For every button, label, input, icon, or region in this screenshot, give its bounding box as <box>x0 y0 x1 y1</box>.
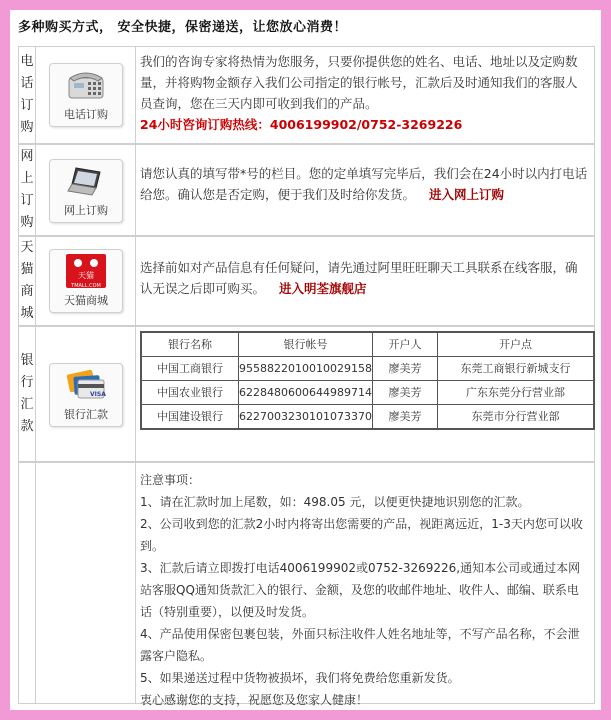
online-order-body <box>136 145 594 235</box>
label-char: 天 <box>20 240 34 255</box>
label-char: 网 <box>20 149 34 164</box>
bank-name-cell: 中国农业银行 <box>141 381 239 405</box>
icon-caption: 天猫商城 <box>64 294 108 307</box>
phone-order-row <box>18 46 595 144</box>
notes-body <box>136 463 594 707</box>
label-char: 上 <box>20 171 34 186</box>
label-char: 话 <box>20 76 34 91</box>
label-char: 城 <box>20 306 34 321</box>
laptop-icon <box>66 164 106 198</box>
content-panel <box>10 10 601 710</box>
bank-name-cell: 中国工商银行 <box>141 357 239 381</box>
notes-label <box>19 463 36 703</box>
online-order-label <box>19 145 36 235</box>
table-row <box>141 381 594 405</box>
table-row <box>141 405 594 430</box>
tmall-text: 选择前如对产品信息有任何疑问，请先通过阿里旺旺聊天工具联系在线客服，确认无误之后即可购买。 <box>140 260 578 296</box>
online-icon-cell <box>35 145 136 235</box>
tmall-label <box>19 237 36 325</box>
notes-icon-cell <box>35 463 136 703</box>
tmall-row <box>18 236 595 326</box>
label-char: 行 <box>20 375 34 390</box>
bank-account-table <box>140 331 595 430</box>
tmall-body <box>136 237 594 325</box>
note-item: 4、产品使用保密包裹包装，外面只标注收件人姓名地址等，不写产品名称，不会泄露客户隐私。 <box>140 627 580 663</box>
bank-cards-icon <box>66 368 106 402</box>
account-number-cell: 6228480600644989714 <box>239 381 373 405</box>
telephone-icon <box>66 68 106 102</box>
tmall-store-link[interactable]: 进入明荃旗舰店 <box>279 281 367 296</box>
note-item: 5、如果递送过程中货物被损坏，我们将免费给您重新发货。 <box>140 671 460 685</box>
phone-order-label <box>19 47 36 143</box>
note-item: 1、请在汇款时加上尾数，如：498.05 元，以便更快捷地识别您的汇款。 <box>140 495 530 509</box>
bank-row <box>18 326 595 462</box>
tmall-logo-url: TMALL.COM <box>71 283 101 289</box>
online-order-link[interactable]: 进入网上订购 <box>429 187 505 202</box>
icon-caption: 银行汇款 <box>64 408 108 421</box>
icon-caption: 网上订购 <box>64 204 108 217</box>
label-char: 订 <box>20 98 34 113</box>
column-header: 开户人 <box>372 332 437 357</box>
label-char: 购 <box>20 120 34 135</box>
label-char: 电 <box>20 54 34 69</box>
account-holder-cell: 廖美芳 <box>372 381 437 405</box>
tmall-icon-button[interactable] <box>49 249 123 313</box>
account-number-cell: 6227003230101073370 <box>239 405 373 430</box>
account-number-cell: 9558822010010029158 <box>239 357 373 381</box>
note-item: 2、公司收到您的汇款2小时内将寄出您需要的产品，视距离远近，1-3天内您可以收到。 <box>140 517 583 553</box>
bank-label <box>19 327 36 461</box>
account-holder-cell: 廖美芳 <box>372 357 437 381</box>
notes-closing: 衷心感谢您的支持，祝愿您及您家人健康！ <box>140 693 369 707</box>
note-item: 3、汇款后请立即拨打电话4006199902或0752-3269226,通知本公司或通过本网站客服QQ通知货款汇入的银行、金额，及您的收邮件地址、收件人、邮编、联系电话（特别重要），以便及时发货。 <box>140 561 581 619</box>
icon-caption: 电话订购 <box>64 108 108 121</box>
bank-icon-cell <box>35 327 136 461</box>
notes-row <box>18 462 595 707</box>
tmall-icon-cell <box>35 237 136 325</box>
page-title: 多种购买方式， 安全快捷，保密递送，让您放心消费！ <box>18 20 348 35</box>
tmall-logo-icon <box>66 254 106 288</box>
column-header: 银行名称 <box>141 332 239 357</box>
bank-body <box>136 327 594 461</box>
bank-icon-button[interactable] <box>49 363 123 427</box>
column-header: 银行帐号 <box>239 332 373 357</box>
tmall-logo-text: 天猫 <box>78 271 94 280</box>
branch-cell: 东莞市分行营业部 <box>437 405 594 430</box>
notes-heading: 注意事项： <box>140 473 201 487</box>
table-row <box>141 357 594 381</box>
svg-text:VISA: VISA <box>90 391 106 398</box>
account-holder-cell: 廖美芳 <box>372 405 437 430</box>
label-char: 猫 <box>20 262 34 277</box>
online-order-icon-button[interactable] <box>49 159 123 223</box>
branch-cell: 东莞工商银行新城支行 <box>437 357 594 381</box>
hotline-text: 24小时咨询订购热线：4006199902/0752-3269226 <box>140 117 463 132</box>
label-char: 商 <box>20 284 34 299</box>
phone-order-text: 我们的咨询专家将热情为您服务，只要你提供您的姓名、电话、地址以及定购数量，并将购物金额存入我们公司指定的银行帐号，汇款后及时通知我们的客服人员查询，您在三天内即可收到我们的产品。 <box>140 54 578 111</box>
label-char: 订 <box>20 193 34 208</box>
bank-name-cell: 中国建设银行 <box>141 405 239 430</box>
phone-icon-cell <box>35 47 136 143</box>
online-order-row <box>18 144 595 236</box>
column-header: 开户点 <box>437 332 594 357</box>
branch-cell: 广东东莞分行营业部 <box>437 381 594 405</box>
label-char: 款 <box>20 419 34 434</box>
label-char: 购 <box>20 215 34 230</box>
label-char: 汇 <box>20 397 34 412</box>
phone-order-body <box>136 47 594 143</box>
phone-order-icon-button[interactable] <box>49 63 123 127</box>
table-header-row <box>141 332 594 357</box>
online-order-text: 请您认真的填写带*号的栏目。您的定单填写完毕后，我们会在24小时以内打电话给您。确认您是否定购，便于我们及时给你发货。 <box>140 166 588 202</box>
label-char: 银 <box>20 353 34 368</box>
